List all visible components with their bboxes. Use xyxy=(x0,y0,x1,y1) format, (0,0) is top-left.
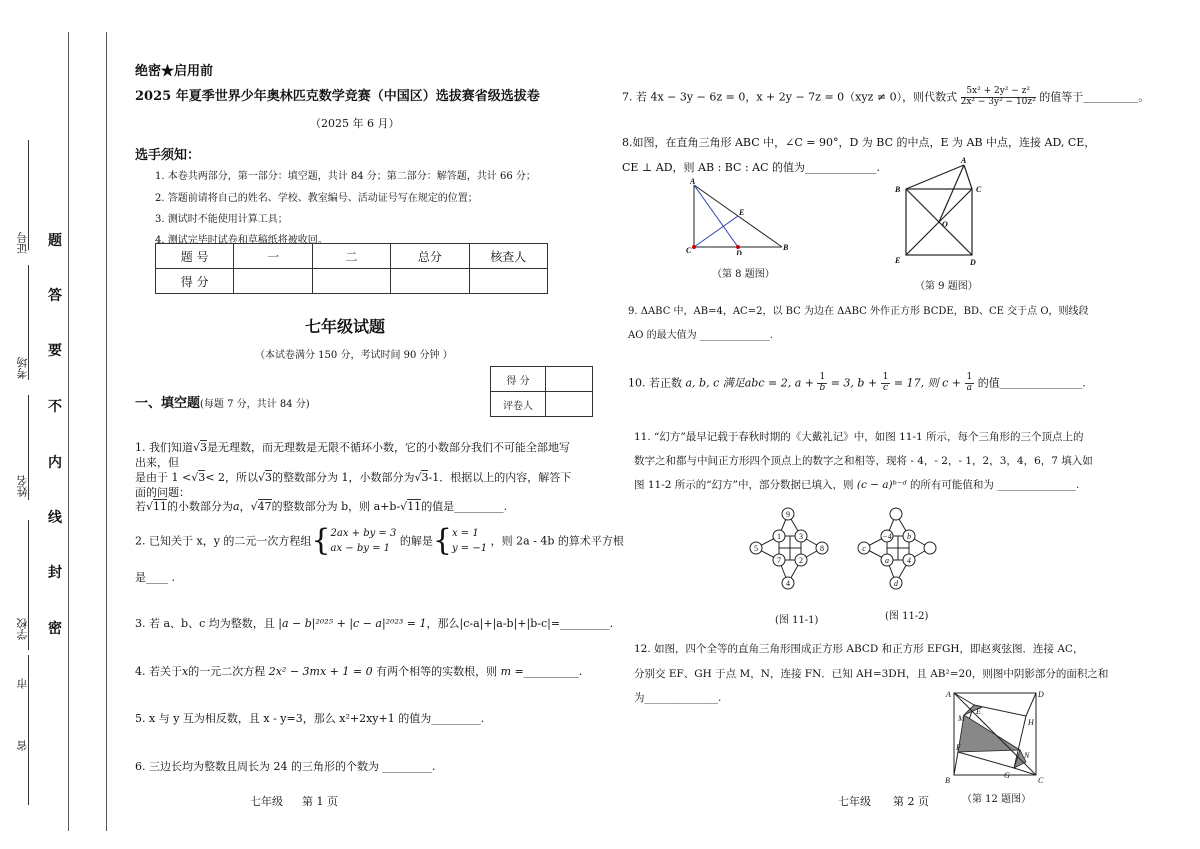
svg-text:b: b xyxy=(907,532,911,541)
seal-char-7: 答 xyxy=(48,288,62,304)
name-label: 姓名 xyxy=(16,475,29,497)
score-header-cell: 一 xyxy=(234,244,312,269)
score-cell xyxy=(469,269,547,294)
footer-right-page: 第 2 页 xyxy=(893,795,929,808)
seal-char-5: 不 xyxy=(48,399,62,415)
score-header-cell: 总分 xyxy=(391,244,469,269)
binding-fold-line xyxy=(68,32,69,831)
svg-text:3: 3 xyxy=(799,532,803,541)
svg-text:C: C xyxy=(686,246,692,255)
q11-caption-2: (图 11-2) xyxy=(885,611,929,622)
footer-right-grade: 七年级 xyxy=(838,795,871,808)
svg-text:C: C xyxy=(976,185,982,194)
q8-caption: （第 8 题图） xyxy=(712,269,775,280)
instruction-4: 4. 测试完毕时试卷和草稿纸将被收回。 xyxy=(155,235,328,246)
svg-text:B: B xyxy=(895,185,901,194)
q11-line1: 11. “幻方”最早记载于春秋时期的《大戴礼记》中，如图 11-1 所示，每个三角形的三个顶点上的 xyxy=(634,431,1084,443)
grader-table xyxy=(490,366,593,417)
seal-char-3: 线 xyxy=(48,510,62,526)
footer-left-page: 第 1 页 xyxy=(302,795,338,808)
q2-line1: 2. 已知关于 x，y 的二元一次方程组{2ax + by = 3 ax − by = 1 的解是{x = 1 y = −1 ，则 2a - 4b 的算术平方根 xyxy=(135,523,624,558)
instructions-heading: 选手须知： xyxy=(135,148,201,163)
svg-text:−4: −4 xyxy=(882,532,892,541)
svg-text:B: B xyxy=(945,776,950,785)
svg-text:C: C xyxy=(1038,776,1044,785)
svg-text:E: E xyxy=(739,208,745,217)
svg-text:A: A xyxy=(961,156,967,165)
svg-text:5: 5 xyxy=(754,544,758,553)
q12-line2: 分别交 EF、GH 于点 M，N，连接 FN．已知 AH=3DH，且 AB²=20，则图中阴影部分的面积之和 xyxy=(634,668,1109,680)
q11-line3: 图 11-2 所示的“幻方”中，部分数据已填入，则 (c − a)ᵇ⁻ᵈ 的所有可能值和为 _______________. xyxy=(634,479,1080,491)
exam-room-label: 考场 xyxy=(16,357,29,379)
instruction-3: 3. 测试时不能使用计算工具； xyxy=(155,214,288,225)
instruction-2: 2. 答题前请将自己的姓名、学校、教室编号、活动证号写在规定的位置； xyxy=(155,193,478,204)
svg-text:8: 8 xyxy=(820,544,824,553)
province-underline xyxy=(28,700,29,805)
exam-note: （本试卷满分 150 分，考试时间 90 分钟 ） xyxy=(255,350,453,361)
exam-date: （2025 年 6 月） xyxy=(310,117,400,130)
q11-figure-1 xyxy=(742,503,837,595)
score-header-cell: 二 xyxy=(312,244,390,269)
footer-left-grade: 七年级 xyxy=(250,795,283,808)
q2-line2: 是____ . xyxy=(135,571,175,584)
svg-text:F: F xyxy=(956,743,961,752)
q10: 10. 若正数 a, b, c 满足abc = 2, a + $\frac{1}{b} = 3$, b + $\frac{1}{c} = 17$, 则 c + $\frac{1}{a}$ 的值_______________. xyxy=(628,372,1086,393)
q3: 3. 若 a、b、c 均为整数，且 |a − b|²⁰²⁵ + |c − a|²⁰²³ = 1，那么|c-a|+|a-b|+|b-c|=_________. xyxy=(135,617,614,630)
svg-text:7: 7 xyxy=(777,556,781,565)
q9-line2: AO 的最大值为 ______________. xyxy=(628,330,773,341)
seal-char-8: 题 xyxy=(48,233,62,249)
svg-text:1: 1 xyxy=(777,532,781,541)
section1-heading xyxy=(135,392,310,411)
grader-name-label: 评卷人 xyxy=(491,392,546,417)
q1-line2: 是由于 1 <√3< 2，所以√3的整数部分为 1，小数部分为√3-1．根据以上的内容，解答下面的问题： xyxy=(135,471,572,500)
seal-char-1: 密 xyxy=(48,621,62,637)
exam-title: 2025 年夏季世界少年奥林匹克数学竞赛（中国区）选拔赛省级选拔卷 xyxy=(135,89,540,104)
seal-char-4: 内 xyxy=(48,455,62,471)
q6: 6. 三边长均为整数且周长为 24 的三角形的个数为 _________. xyxy=(135,760,436,773)
q9-figure xyxy=(890,155,1000,270)
grader-score-cell xyxy=(546,367,593,392)
svg-text:9: 9 xyxy=(786,510,790,519)
svg-text:2: 2 xyxy=(799,556,803,565)
seal-char-6: 要 xyxy=(48,343,62,359)
svg-text:H: H xyxy=(1028,718,1034,727)
score-cell xyxy=(391,269,469,294)
q12-line1: 12. 如图，四个全等的直角三角形围成正方形 ABCD 和正方形 EFGH，即赵爽弦图．连接 AC， xyxy=(634,643,1084,655)
ticket-label: 证号 xyxy=(16,232,29,254)
q7: 7. 若 4x − 3y − 6z = 0，x + 2y − 7z = 0（xyz ≠ 0），则代数式 $\frac{\text{5x² + 2y² − z²}}{\text{2x² − 3y² − 10z²}}$ 的值等于__________。 xyxy=(622,86,1150,107)
q8-line2: CE ⊥ AD，则 AB : BC : AC 的值为_____________. xyxy=(622,161,881,174)
seal-char-2: 封 xyxy=(48,565,62,581)
svg-text:4: 4 xyxy=(786,579,790,588)
svg-text:M: M xyxy=(958,714,965,723)
svg-text:d: d xyxy=(894,579,898,588)
q9-caption: （第 9 题图） xyxy=(915,281,978,292)
score-header-cell: 题 号 xyxy=(156,244,234,269)
grader-name-cell xyxy=(546,392,593,417)
section1-title: 一、填空题 xyxy=(135,396,201,411)
q11-figure-2 xyxy=(850,503,945,595)
q8-figure xyxy=(682,175,792,255)
svg-text:E: E xyxy=(895,256,901,265)
province-label: 省 xyxy=(16,740,29,751)
score-table xyxy=(155,243,548,294)
svg-text:A: A xyxy=(690,177,696,186)
q11-caption-1: (图 11-1) xyxy=(775,615,819,626)
grader-score-label: 得 分 xyxy=(491,367,546,392)
svg-text:G: G xyxy=(1004,771,1010,780)
instruction-1: 1. 本卷共两部分，第一部分：填空题，共计 84 分；第二部分：解答题，共计 66 分； xyxy=(155,171,536,182)
section1-note: (每题 7 分，共计 84 分) xyxy=(200,399,310,410)
secret-label: 绝密★启用前 xyxy=(135,64,214,79)
svg-text:B: B xyxy=(783,243,789,252)
q11-line2: 数字之和都与中间正方形四个顶点上的数字之和相等，现将 - 4，- 2，- 1，2，3，4，6，7 填入如 xyxy=(634,455,1093,467)
city-label: 市 xyxy=(16,678,29,689)
svg-text:4: 4 xyxy=(907,556,911,565)
svg-text:A: A xyxy=(946,690,951,699)
q12-line3: 为______________. xyxy=(634,692,722,704)
q8-line1: 8.如图，在直角三角形 ABC 中，∠C = 90°，D 为 BC 的中点，E 为 AB 中点，连接 AD, CE， xyxy=(622,136,1096,149)
svg-text:D: D xyxy=(736,249,742,255)
q1-line1: 1. 我们知道√3是无理数，而无理数是无限不循环小数，它的小数部分我们不可能全部地写出来，但 xyxy=(135,441,571,470)
q4: 4. 若关于x的一元二次方程 2x² − 3mx + 1 = 0 有两个相等的实数根，则 m =__________. xyxy=(135,665,583,678)
svg-text:D: D xyxy=(1038,690,1044,699)
svg-text:D: D xyxy=(970,258,976,267)
q1-line3: 若√11的小数部分为a，√47的整数部分为 b，则 a+b-√11的值是_________. xyxy=(135,500,508,513)
binding-inner-line xyxy=(106,32,107,831)
svg-text:E: E xyxy=(976,707,981,716)
score-row-label: 得 分 xyxy=(156,269,234,294)
q9-line1: 9. ΔABC 中，AB=4，AC=2，以 BC 为边在 ΔABC 外作正方形 BCDE，BD、CE 交于点 O，则线段 xyxy=(628,306,1089,317)
score-cell xyxy=(312,269,390,294)
q12-caption: （第 12 题图） xyxy=(962,794,1032,805)
school-label: 学校 xyxy=(16,618,29,640)
grade-title: 七年级试题 xyxy=(305,317,386,336)
q5: 5. x 与 y 互为相反数，且 x - y=3，那么 x²+2xy+1 的值为_________. xyxy=(135,712,485,725)
svg-text:a: a xyxy=(885,556,889,565)
score-header-cell: 核查人 xyxy=(469,244,547,269)
svg-text:N: N xyxy=(1024,751,1030,760)
svg-text:O: O xyxy=(942,220,948,229)
svg-text:c: c xyxy=(862,544,866,553)
score-cell xyxy=(234,269,312,294)
q12-figure xyxy=(942,688,1047,788)
